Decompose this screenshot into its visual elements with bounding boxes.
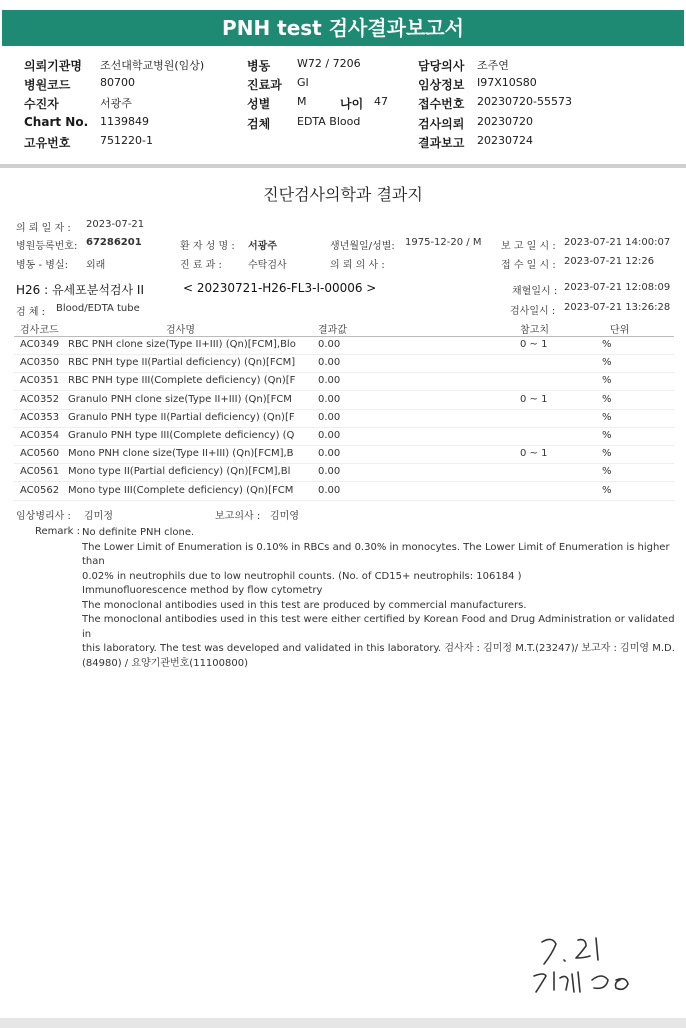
remark-line: this laboratory. The test was developed and validated in this laboratory. 검사자 : 김미정 M.T.(23247)/ 보고자 : 김미영 M.D. xyxy=(82,643,675,654)
cell-name: Mono type III(Complete deficiency) (Qn)[FCM xyxy=(68,484,294,496)
col-name: 검사명 xyxy=(166,325,195,336)
col-unit: 단위 xyxy=(610,325,630,336)
specimen-type-label: 검 체 : xyxy=(16,307,46,318)
cell-unit: % xyxy=(602,339,612,350)
cell-unit: % xyxy=(602,411,612,423)
table-row xyxy=(14,464,674,482)
request-value: 20230720 xyxy=(477,115,533,128)
institution-label: 의뢰기관명 xyxy=(24,59,82,73)
report-value: 20230724 xyxy=(477,134,533,147)
ward-label: 병동 xyxy=(247,59,271,73)
report-date-value: 2023-07-21 14:00:07 xyxy=(564,237,671,248)
cell-name: RBC PNH type III(Complete deficiency) (Qn)[F xyxy=(68,375,296,387)
cell-unit: % xyxy=(602,484,612,496)
test-name: H26 : 유세포분석검사 II xyxy=(16,283,145,297)
cell-unit: % xyxy=(602,466,612,478)
remark-line: The Lower Limit of Enumeration is 0.10% in RBCs and 0.30% in monocytes. The Lower Limit of Enumeration is higher than xyxy=(82,541,670,567)
cell-result: 0.00 xyxy=(318,375,341,387)
specimen-label: 검체 xyxy=(247,117,271,131)
ward-room-value: 외래 xyxy=(86,260,106,271)
remark-line: (84980) / 요양기관번호(11100800) xyxy=(82,657,249,669)
specimen-type-value: Blood/EDTA tube xyxy=(56,303,140,314)
results-table-header xyxy=(14,318,674,337)
sex-value: M xyxy=(297,95,307,108)
report-label: 결과보고 xyxy=(418,136,465,150)
pathologist-label: 임상병리사 : xyxy=(16,511,71,522)
doctor-label: 담당의사 xyxy=(418,59,465,73)
result-sheet-title: 진단검사의학과 결과지 xyxy=(263,185,423,204)
table-row xyxy=(14,373,674,391)
exam-date-label: 검사일시 : xyxy=(510,306,556,317)
cell-ref: 0 ~ 1 xyxy=(520,339,548,350)
cell-code: AC0561 xyxy=(20,466,60,478)
dob-label: 생년월일/성별: xyxy=(330,241,395,252)
receipt-date-label: 접 수 일 시 : xyxy=(501,260,556,271)
patient-label: 환 자 성 명 : xyxy=(180,241,235,252)
clinical-info-label: 임상정보 xyxy=(418,78,465,92)
reg-no-value: 67286201 xyxy=(86,237,142,248)
cell-ref: 0 ~ 1 xyxy=(520,393,548,405)
remark-line: 0.02% in neutrophils due to low neutrophil counts. (No. of CD15+ neutrophils: 106184 ) xyxy=(82,570,522,582)
department-label: 진료과 xyxy=(247,78,282,92)
ward-room-label: 병동 - 병실: xyxy=(16,260,68,271)
cell-code: AC0562 xyxy=(20,484,60,496)
specimen-value: EDTA Blood xyxy=(297,115,361,128)
remark-text xyxy=(82,526,677,671)
section-divider xyxy=(0,164,686,168)
report-title: PNH test 검사결과보고서 xyxy=(2,10,684,46)
chart-no-value: 1139849 xyxy=(100,115,149,128)
exam-date-value: 2023-07-21 13:26:28 xyxy=(564,302,671,313)
cell-name: Granulo PNH type II(Partial deficiency) (Qn)[F xyxy=(68,411,295,423)
receipt-date-value: 2023-07-21 12:26 xyxy=(564,256,655,267)
remark-line: The monoclonal antibodies used in this test were either certified by Korean Food and Drug Administration or validated in xyxy=(82,614,675,640)
reg-no-label: 병원등록번호: xyxy=(16,241,78,252)
remark-label: Remark : xyxy=(35,526,80,537)
cell-result: 0.00 xyxy=(318,448,341,460)
cell-unit: % xyxy=(602,448,612,460)
cell-name: RBC PNH clone size(Type II+III) (Qn)[FCM],Blo xyxy=(68,339,296,350)
doctor-value: 조주연 xyxy=(477,59,509,72)
receipt-no-label: 접수번호 xyxy=(418,97,465,111)
cell-unit: % xyxy=(602,375,612,387)
institution-value: 조선대학교병원(임상) xyxy=(100,59,205,72)
header-info xyxy=(0,50,686,164)
receipt-no-value: 20230720-55573 xyxy=(477,95,572,108)
unique-no-label: 고유번호 xyxy=(24,136,71,150)
col-result: 결과값 xyxy=(318,325,347,336)
ward-value: W72 / 7206 xyxy=(297,57,361,70)
cell-result: 0.00 xyxy=(318,339,341,350)
dept-value: 수탁검사 xyxy=(248,260,287,271)
cell-name: Mono type II(Partial deficiency) (Qn)[FCM],Bl xyxy=(68,466,291,478)
collect-date-label: 채혈일시 : xyxy=(512,286,558,297)
cell-code: AC0352 xyxy=(20,393,60,405)
dob-value: 1975-12-20 / M xyxy=(405,237,482,248)
table-row xyxy=(14,337,674,355)
table-row xyxy=(14,446,674,464)
table-row xyxy=(14,483,674,501)
cell-result: 0.00 xyxy=(318,466,341,478)
table-row xyxy=(14,355,674,373)
physician-label: 의 뢰 의 사 : xyxy=(330,260,385,271)
cell-ref: 0 ~ 1 xyxy=(520,448,548,460)
clinical-info-value: I97X10S80 xyxy=(477,76,537,89)
request-date-value: 2023-07-21 xyxy=(86,219,145,230)
cell-code: AC0560 xyxy=(20,448,60,460)
cell-code: AC0349 xyxy=(20,339,60,350)
reporter-label: 보고의사 : xyxy=(215,511,261,522)
cell-code: AC0351 xyxy=(20,375,60,387)
chart-no-label: Chart No. xyxy=(24,115,89,129)
cell-result: 0.00 xyxy=(318,393,341,405)
hospital-code-label: 병원코드 xyxy=(24,78,71,92)
col-ref: 참고치 xyxy=(520,325,549,336)
cell-name: Granulo PNH clone size(Type II+III) (Qn)[FCM xyxy=(68,393,292,405)
request-label: 검사의뢰 xyxy=(418,117,465,131)
report-date-label: 보 고 일 시 : xyxy=(501,241,556,252)
age-value: 47 xyxy=(374,95,388,108)
table-row xyxy=(14,410,674,428)
page-footer-bar xyxy=(0,1018,686,1028)
remark-line: The monoclonal antibodies used in this test are produced by commercial manufacturers. xyxy=(82,599,527,611)
pathologist-value: 김미정 xyxy=(84,511,113,522)
remark-line: No definite PNH clone. xyxy=(82,527,195,538)
department-value: GI xyxy=(297,76,309,89)
remark-line: Immunofluorescence method by flow cytometry xyxy=(82,585,323,596)
cell-result: 0.00 xyxy=(318,411,341,423)
collect-date-value: 2023-07-21 12:08:09 xyxy=(564,282,671,293)
cell-result: 0.00 xyxy=(318,357,341,369)
cell-unit: % xyxy=(602,393,612,405)
cell-name: Mono PNH clone size(Type II+III) (Qn)[FCM],B xyxy=(68,448,294,460)
collector-label: 수진자 xyxy=(24,97,59,111)
cell-unit: % xyxy=(602,357,612,369)
dept-label: 진 료 과 : xyxy=(180,260,222,271)
col-code: 검사코드 xyxy=(20,325,59,336)
age-label: 나이 xyxy=(340,97,364,111)
table-row xyxy=(14,428,674,446)
reporter-value: 김미영 xyxy=(270,511,299,522)
cell-name: Granulo PNH type III(Complete deficiency) (Q xyxy=(68,430,295,441)
cell-code: AC0350 xyxy=(20,357,60,369)
cell-code: AC0353 xyxy=(20,411,60,423)
cell-unit: % xyxy=(602,430,612,441)
table-row xyxy=(14,392,674,410)
unique-no-value: 751220-1 xyxy=(100,134,153,147)
collector-value: 서광주 xyxy=(100,97,132,110)
cell-result: 0.00 xyxy=(318,484,341,496)
request-date-label: 의 뢰 일 자 : xyxy=(16,223,71,234)
test-id: < 20230721-H26-FL3-I-00006 > xyxy=(183,281,377,295)
handwritten-signature xyxy=(520,928,650,1000)
cell-code: AC0354 xyxy=(20,430,60,441)
cell-name: RBC PNH type II(Partial deficiency) (Qn)[FCM] xyxy=(68,357,296,369)
patient-value: 서광주 xyxy=(248,241,277,252)
sex-label: 성별 xyxy=(247,97,271,111)
hospital-code-value: 80700 xyxy=(100,76,135,89)
cell-result: 0.00 xyxy=(318,430,341,441)
